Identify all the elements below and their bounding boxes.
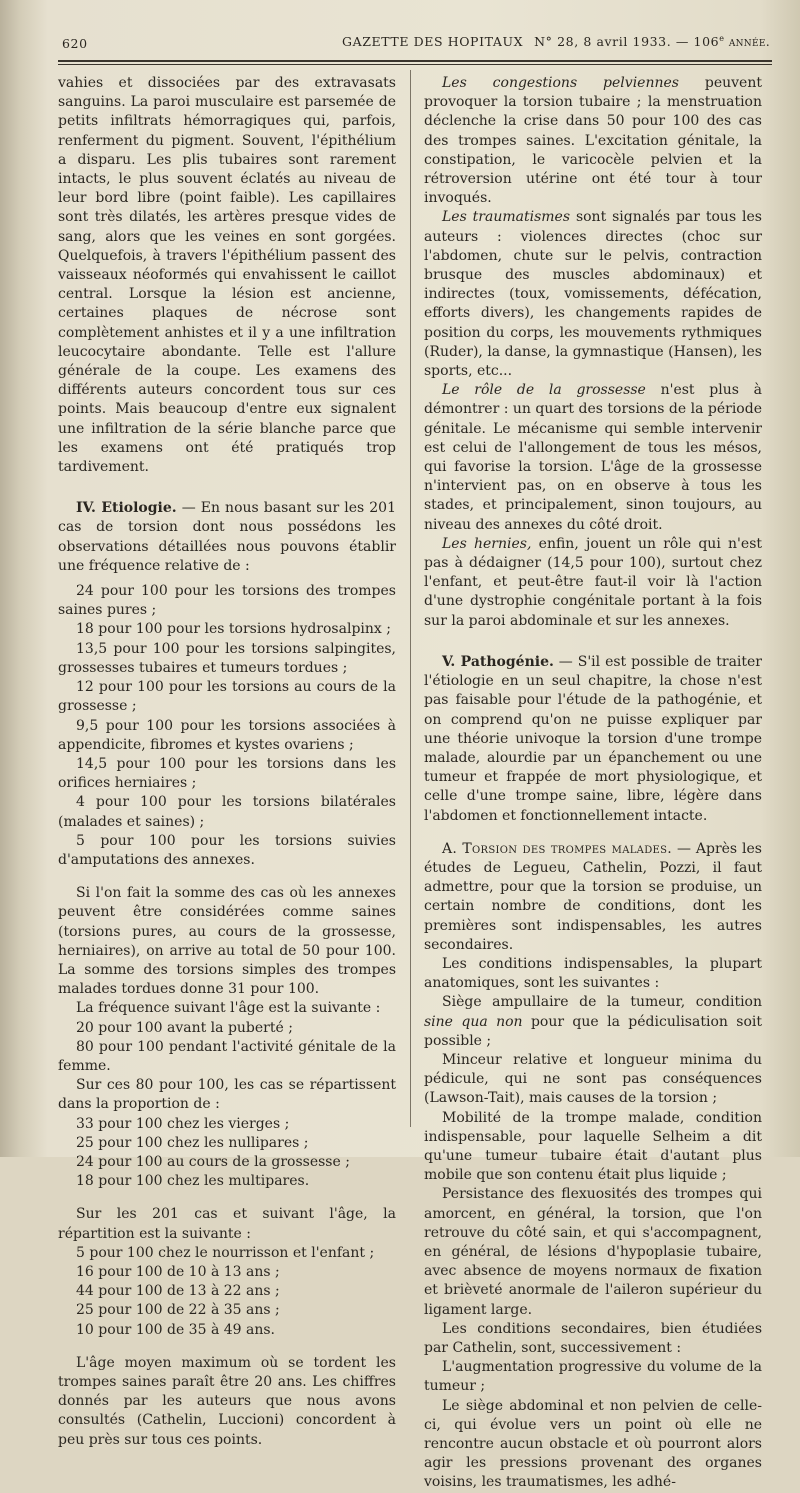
list-item: 5 pour 100 pour les torsions suivies d'amputations des annexes. <box>58 832 396 868</box>
section-pathogenie: V. Pathogénie. — S'il est possible de traiter l'étiologie en un seul chapitre, la chose n'est pas faisable pour l'étude de la pathogénie, et on comprend qu'on ne puisse expliquer par une théorie univoque la torsion d'une trompe malade, alourdie par un épanchement ou une tumeur et frappée de mort physiologique, et celle d'une trompe saine, libre, légère dans l'abdomen et fonctionnellement intacte. <box>424 653 762 824</box>
list-item: 24 pour 100 pour les torsions des trompes saines pures ; <box>58 583 396 619</box>
column-divider <box>410 70 411 1127</box>
list-item: 10 pour 100 de 35 à 49 ans. <box>76 1321 276 1338</box>
header-rule <box>58 60 772 62</box>
issue-line: N° 28, 8 avril 1933. — 106e année. <box>534 34 770 50</box>
list-item: 25 pour 100 chez les nullipares ; <box>76 1134 309 1151</box>
paragraph-congestions: Les congestions pelviennes peuvent provoquer la torsion tubaire ; la menstruation déclenche la crise dans 50 pour 100 des cas des trompes saines. L'excitation génitale, la constipation, le varicocèle pelvien et la rétroversion utérine ont été tour à tour invoqués. <box>424 75 762 207</box>
journal-title: GAZETTE DES HOPITAUX <box>342 34 524 49</box>
list-item: 20 pour 100 avant la puberté ; <box>76 1019 293 1036</box>
section-heading: IV. Etiologie. <box>76 500 177 517</box>
paragraph: L'augmentation progressive du volume de la tumeur ; <box>424 1359 762 1395</box>
list-item: 18 pour 100 pour les torsions hydrosalpinx ; <box>76 621 391 638</box>
paragraph-hernies: Les hernies, enfin, jouent un rôle qui n'est pas à dédaigner (14,5 pour 100), surtout chez l'enfant, et peut-être faut-il voir là l'action d'une dystrophie congénitale portant à la fois sur la paroi abdominale et sur les annexes. <box>424 535 763 629</box>
paragraph: La fréquence suivant l'âge est la suivante : <box>76 1000 381 1017</box>
list-item: 44 pour 100 de 13 à 22 ans ; <box>76 1283 280 1300</box>
header-rule-thin <box>58 64 772 65</box>
paragraph: Le siège abdominal et non pelvien de celle-ci, qui évolue vers un point où elle ne rencontre aucun obstacle et où pourront alors agir les pressions provenant des organes voisins, les traumatismes, les adhé- <box>424 1397 762 1491</box>
list-item: 24 pour 100 au cours de la grossesse ; <box>76 1153 350 1170</box>
paragraph: Mobilité de la trompe malade, condition indispensable, pour laquelle Selheim a dit qu'une tumeur tubaire était d'autant plus mobile que son contenu était plus liquide ; <box>424 1109 762 1184</box>
list-item: 25 pour 100 de 22 à 35 ans ; <box>76 1302 280 1319</box>
section-heading: V. Pathogénie. <box>442 653 554 670</box>
left-column <box>58 74 396 1450</box>
paragraph: vahies et dissociées par des extravasats sanguins. La paroi musculaire est parsemée de petits infiltrats hémorragiques qui, parfois, renferment du pigment. Souvent, l'épithélium a disparu. Les plis tubaires sont rarement intacts, le plus souvent éclatés au niveau de leur bord libre (point faible). Les capillaires sont très dilatés, les artères presque vides de sang, alors que les veines en sont gorgées. Quelquefois, à travers l'épithélium passent des vaisseaux néoformés qui envahissent le caillot central. Lorsque la lésion est ancienne, certaines plaques de nécrose sont complètement anhistes et il y a une infiltration leucocytaire abondante. Telle est l'allure générale de la coupe. Les examens des différents auteurs concordent tous sur ces points. Mais beaucoup d'entre eux signalent une infiltration de la série blanche parce que les examens ont été pratiqués trop tardivement. <box>58 75 396 476</box>
paragraph: Si l'on fait la somme des cas où les annexes peuvent être considérées comme saines (torsions pures, au cours de la grossesse, herniaires), on arrive au total de 50 pour 100. La somme des torsions simples des trompes malades tordues donne 31 pour 100. <box>58 885 396 998</box>
subsection-heading: A. Torsion des trompes malades. <box>442 840 673 857</box>
paragraph: Sur ces 80 pour 100, les cas se répartissent dans la proportion de : <box>58 1077 396 1113</box>
list-item: 18 pour 100 chez les multipares. <box>76 1173 310 1190</box>
paragraph: L'âge moyen maximum où se tordent les trompes saines paraît être 20 ans. Les chiffres donnés par les auteurs que nous avons consultés (Cathelin, Luccioni) concordent à peu près sur tous ces points. <box>58 1354 396 1448</box>
list-item: 16 pour 100 de 10 à 13 ans ; <box>76 1263 280 1280</box>
list-item: 4 pour 100 pour les torsions bilatérales (malades et saines) ; <box>58 794 396 830</box>
list-item: 14,5 pour 100 pour les torsions dans les orifices herniaires ; <box>58 755 396 792</box>
list-item: 9,5 pour 100 pour les torsions associées à appendicite, fibromes et kystes ovariens ; <box>58 717 396 753</box>
paragraph-grossesse: Le rôle de la grossesse n'est plus à démontrer : un quart des torsions de la période génitale. Le mécanisme qui semble intervenir est celui de l'allongement de tous les mésos, qui favorise la torsion. L'âge de la grossesse n'intervient pas, on en observe à tous les stades, et principalement, sinon toujours, au niveau des annexes du côté droit. <box>424 382 762 533</box>
list-item: 5 pour 100 chez le nourrisson et l'enfant ; <box>76 1244 375 1261</box>
right-column <box>424 74 762 1493</box>
section-etiologie: IV. Etiologie. — En nous basant sur les 201 cas de torsion dont nous possédons les observations détaillées nous pouvons établir une fréquence relative de : <box>58 500 396 574</box>
paragraph: Minceur relative et longueur minima du pédicule, qui ne sont pas conséquences (Lawson-Tait), mais causes de la torsion ; <box>424 1051 762 1107</box>
paragraph: Siège ampullaire de la tumeur, condition sine qua non pour que la pédiculisation soit possible ; <box>424 994 763 1049</box>
paragraph: Sur les 201 cas et suivant l'âge, la répartition est la suivante : <box>58 1206 396 1242</box>
list-item: 13,5 pour 100 pour les torsions salpingites, grossesses tubaires et tumeurs tordues ; <box>58 640 396 676</box>
list-item: 80 pour 100 pendant l'activité génitale de la femme. <box>58 1038 396 1074</box>
paragraph: Persistance des flexuosités des trompes qui amorcent, en général, la torsion, que l'on retrouve du côté sain, et qui s'accompagnent, en général, de lésions d'hypoplasie tubaire, avec absence de moyens normaux de fixation et brièveté anormale de l'aileron supérieur du ligament large. <box>424 1186 762 1318</box>
page-number: 620 <box>62 36 88 51</box>
paragraph: Les conditions secondaires, bien étudiées par Cathelin, sont, successivement : <box>424 1320 762 1356</box>
list-item: 12 pour 100 pour les torsions au cours de la grossesse ; <box>58 679 396 715</box>
paragraph-traumatismes: Les traumatismes sont signalés par tous les auteurs : violences directes (choc sur l'abdomen, chute sur le pelvis, contraction brusque des muscles abdominaux) et indirectes (toux, vomissements, défécation, efforts divers), les changements rapides de position du corps, les mouvements rythmiques (Ruder), la danse, la gymnastique (Hansen), les sports, etc... <box>424 209 762 380</box>
subsection-trompes-malades: A. Torsion des trompes malades. — Après les études de Legueu, Cathelin, Pozzi, il faut admettre, pour que la torsion se produise, un certain nombre de conditions, dont les premières sont indispensables, les autres secondaires. <box>424 840 762 953</box>
running-header <box>62 30 770 56</box>
list-item: 33 pour 100 chez les vierges ; <box>76 1115 290 1132</box>
paragraph: Les conditions indispensables, la plupart anatomiques, sont les suivantes : <box>424 955 762 992</box>
